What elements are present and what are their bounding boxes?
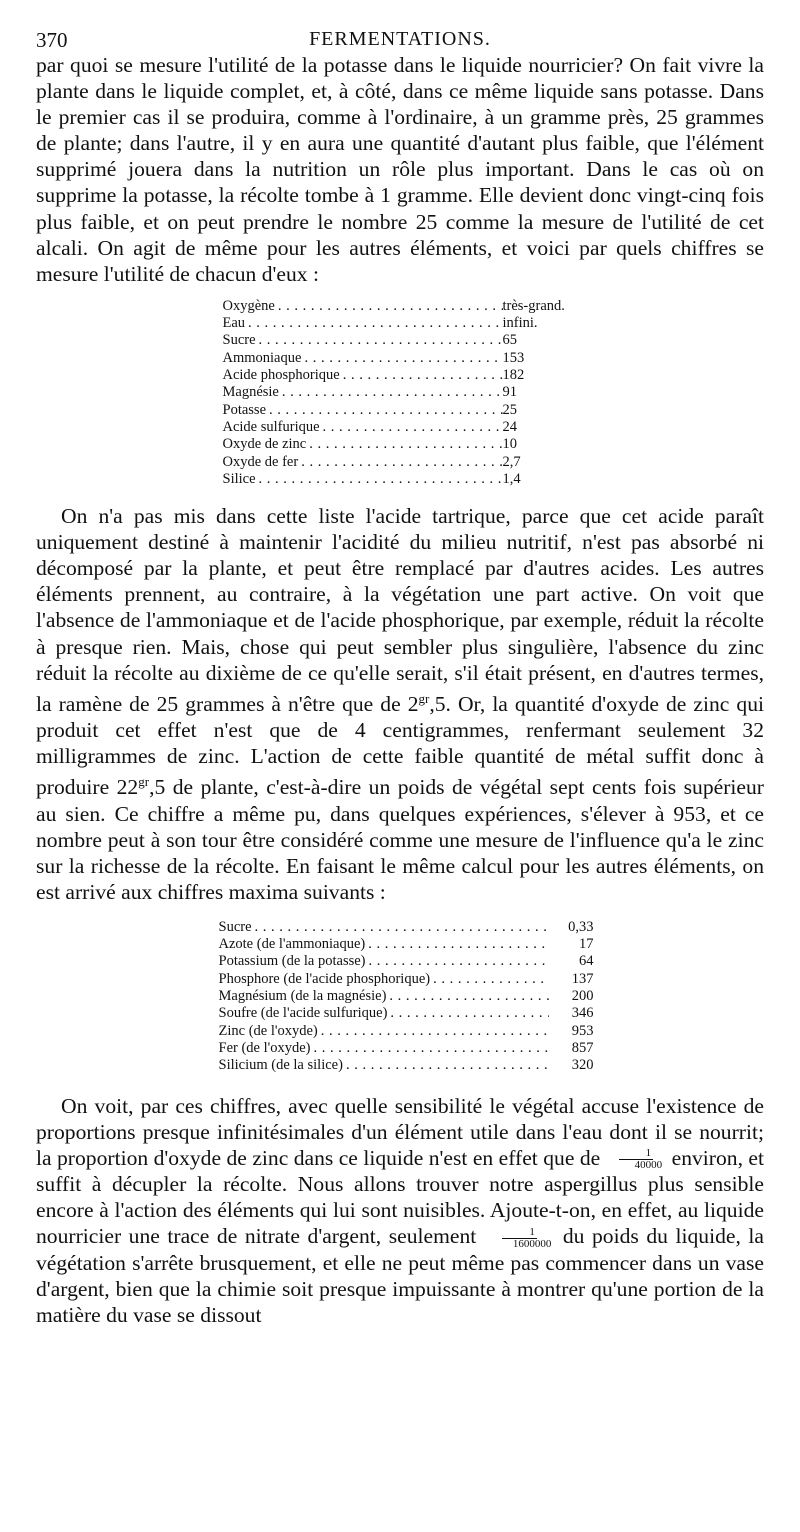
row-value: infini. [502, 315, 538, 332]
fraction-denominator: 1600000 [512, 1238, 552, 1251]
row-label: Fer (de l'oxyde) [218, 1039, 311, 1056]
paragraph-3 [36, 1093, 764, 1329]
table-row [219, 953, 594, 970]
table-row [219, 936, 594, 953]
row-label: Oxyde de zinc [222, 436, 307, 453]
row-value: 153 [502, 349, 525, 366]
row-label: Ammoniaque [222, 349, 302, 366]
fraction-1 [609, 1148, 664, 1171]
row-label: Sucre [218, 918, 252, 935]
table-row [219, 1057, 594, 1074]
utility-table [208, 298, 593, 488]
row-label: Magnésium (de la magnésie) [218, 988, 387, 1005]
table-row [219, 971, 594, 988]
paragraph-3-text-b: environ, et suffit à décupler la récolte. Nous allons trouver notre aspergillus plus sensible encore à l'action des éléments qui lui sont nuisibles. Ajoute-t-on, en effet, au liquide nourricier une trace de nitrate d'argent, seulement [36, 1145, 764, 1249]
maxima-table [207, 919, 594, 1075]
row-label: Silice [222, 470, 256, 487]
fraction-numerator: 1 [619, 1148, 654, 1160]
table-row [223, 332, 593, 349]
row-label: Acide sulfurique [222, 418, 320, 435]
unit-gr-superscript: gr [138, 774, 150, 790]
dot-leader [275, 298, 503, 315]
fraction-denominator: 40000 [634, 1159, 663, 1172]
paragraph-2-text-a: On n'a pas mis dans cette liste l'acide tartrique, parce que cet acide paraît uniquement destiné à maintenir l'acidité du milieu nutritif, n'est pas absorbé ni décomposé par la plante, et peut être remplacé par d'autres acides. Les autres éléments prennent, au contraire, à la végétation une part active. On voit que l'absence de l'ammoniaque et de l'acide phosphorique, par exemple, réduit la récolte à presque rien. Mais, chose qui peut sembler plus singulière, l'absence du zinc réduit la récolte au dixième de ce qu'elle serait, s'il était présent, en d'autres termes, la ramène de 25 grammes à n'être que de 2 [36, 504, 764, 716]
unit-gr-superscript: gr [418, 690, 430, 706]
row-label: Azote (de l'ammoniaque) [218, 936, 366, 953]
table-row [223, 419, 593, 436]
dot-leader [245, 315, 502, 332]
row-value: 2,7 [502, 453, 521, 470]
row-value: 137 [571, 970, 594, 987]
row-value: très-grand. [502, 297, 565, 314]
paragraph-2-text-c: ,5 de plante, c'est-à-dire un poids de végétal sept cents fois supérieur au sien. Ce chiffre a même pu, dans quelques expériences, s'élever à 953, et ce nombre peut à son tour être considéré comme une mesure de l'influence qu'a le zinc sur la richesse de la récolte. En faisant le même calcul pour les autres éléments, on est arrivé aux chiffres maxima suivants : [36, 775, 764, 904]
row-value: 857 [571, 1039, 594, 1056]
row-value: 200 [571, 988, 594, 1005]
row-value: 10 [502, 436, 517, 453]
dot-leader [318, 1023, 549, 1040]
dot-leader [320, 419, 503, 436]
table-row [223, 471, 593, 488]
row-label: Potassium (de la potasse) [218, 953, 366, 970]
row-value: 0,33 [568, 918, 594, 935]
table-row [223, 350, 593, 367]
row-value: 65 [502, 332, 517, 349]
page-number: 370 [36, 28, 68, 52]
row-value: 346 [571, 1005, 594, 1022]
paragraph-1: par quoi se mesure l'utilité de la potasse dans le liquide nourricier? On fait vivre la plante dans le liquide complet, et, à côté, dans ce même liquide sans potasse. Dans le premier cas il se produira, comme à l'ordinaire, à un gramme près, 25 grammes de plante; dans l'autre, il y en aura une quantité d'autant plus faible, que l'élément supprimé jouera dans la nutrition un rôle plus important. Dans le cas où on supprime la potasse, la récolte tombe à 1 gramme. Elle devient donc vingt-cinq fois plus faible, et on peut prendre le nombre 25 comme la mesure de l'utilité de cet alcali. On agit de même pour les autres éléments, et voici par quels chiffres se mesure l'utilité de chacun d'eux : [36, 53, 764, 286]
running-title: FERMENTATIONS. [309, 28, 491, 50]
dot-leader [279, 384, 503, 401]
table-row [223, 402, 593, 419]
row-label: Oxygène [222, 297, 275, 314]
dot-leader [365, 936, 548, 953]
page-header [36, 0, 764, 52]
row-label: Eau [222, 315, 246, 332]
row-value: 24 [502, 418, 517, 435]
dot-leader [266, 402, 503, 419]
row-value: 182 [502, 367, 525, 384]
table-row [223, 384, 593, 401]
row-label: Oxyde de fer [222, 453, 299, 470]
row-value: 17 [579, 936, 594, 953]
dot-leader [366, 953, 549, 970]
dot-leader [386, 988, 548, 1005]
table-row [219, 1023, 594, 1040]
row-label: Acide phosphorique [222, 367, 340, 384]
row-label: Soufre (de l'acide sulfurique) [218, 1005, 388, 1022]
row-label: Phosphore (de l'acide phosphorique) [218, 970, 431, 987]
row-value: 25 [502, 401, 517, 418]
paragraph-2-text-b: ,5. Or, la quantité d'oxyde de zinc qui produit cet effet n'est que de 4 centigrammes, renfermant seulement 32 milligrammes de zinc. L'action de cette faible quantité de métal suffit donc à produire 22 [36, 691, 764, 800]
dot-leader [306, 436, 502, 453]
row-value: 91 [502, 384, 517, 401]
row-label: Silicium (de la silice) [218, 1057, 343, 1074]
dot-leader [256, 471, 503, 488]
row-value: 953 [571, 1022, 594, 1039]
table-row [219, 1040, 594, 1057]
row-value: 1,4 [502, 470, 521, 487]
table-row [223, 454, 593, 471]
dot-leader [252, 919, 549, 936]
dot-leader [301, 350, 502, 367]
row-label: Potasse [222, 401, 266, 418]
dot-leader [387, 1005, 548, 1022]
row-label: Zinc (de l'oxyde) [218, 1022, 318, 1039]
table-row [219, 988, 594, 1005]
row-value: 320 [571, 1057, 594, 1074]
row-label: Magnésie [222, 384, 279, 401]
paragraph-3-text-a: On voit, par ces chiffres, avec quelle sensibilité le végétal accuse l'existence de proportions presque infinitésimales d'un élément utile dans l'eau dont il se nourrit; la proportion d'oxyde de zinc dans ce liquide n'est en effet que de [36, 1093, 764, 1170]
dot-leader [340, 367, 503, 384]
fraction-numerator: 1 [502, 1227, 537, 1239]
table-row [223, 298, 593, 315]
dot-leader [311, 1040, 549, 1057]
dot-leader [298, 454, 502, 471]
paragraph-2 [36, 503, 764, 905]
table-row [223, 367, 593, 384]
table-row [223, 315, 593, 332]
dot-leader [343, 1057, 549, 1074]
dot-leader [256, 332, 503, 349]
paragraph-3-text-c: du poids du liquide, la végétation s'arrête brusquement, et elle ne peut même pas commencer dans un vase d'argent, bien que la chimie soit presque impuissante à montrer qu'une portion de la matière du vase se dissout [36, 1224, 764, 1328]
table-row [223, 436, 593, 453]
row-label: Sucre [222, 332, 256, 349]
table-row [219, 919, 594, 936]
fraction-2 [487, 1227, 553, 1250]
dot-leader [430, 971, 548, 988]
row-value: 64 [579, 953, 594, 970]
table-row [219, 1005, 594, 1022]
